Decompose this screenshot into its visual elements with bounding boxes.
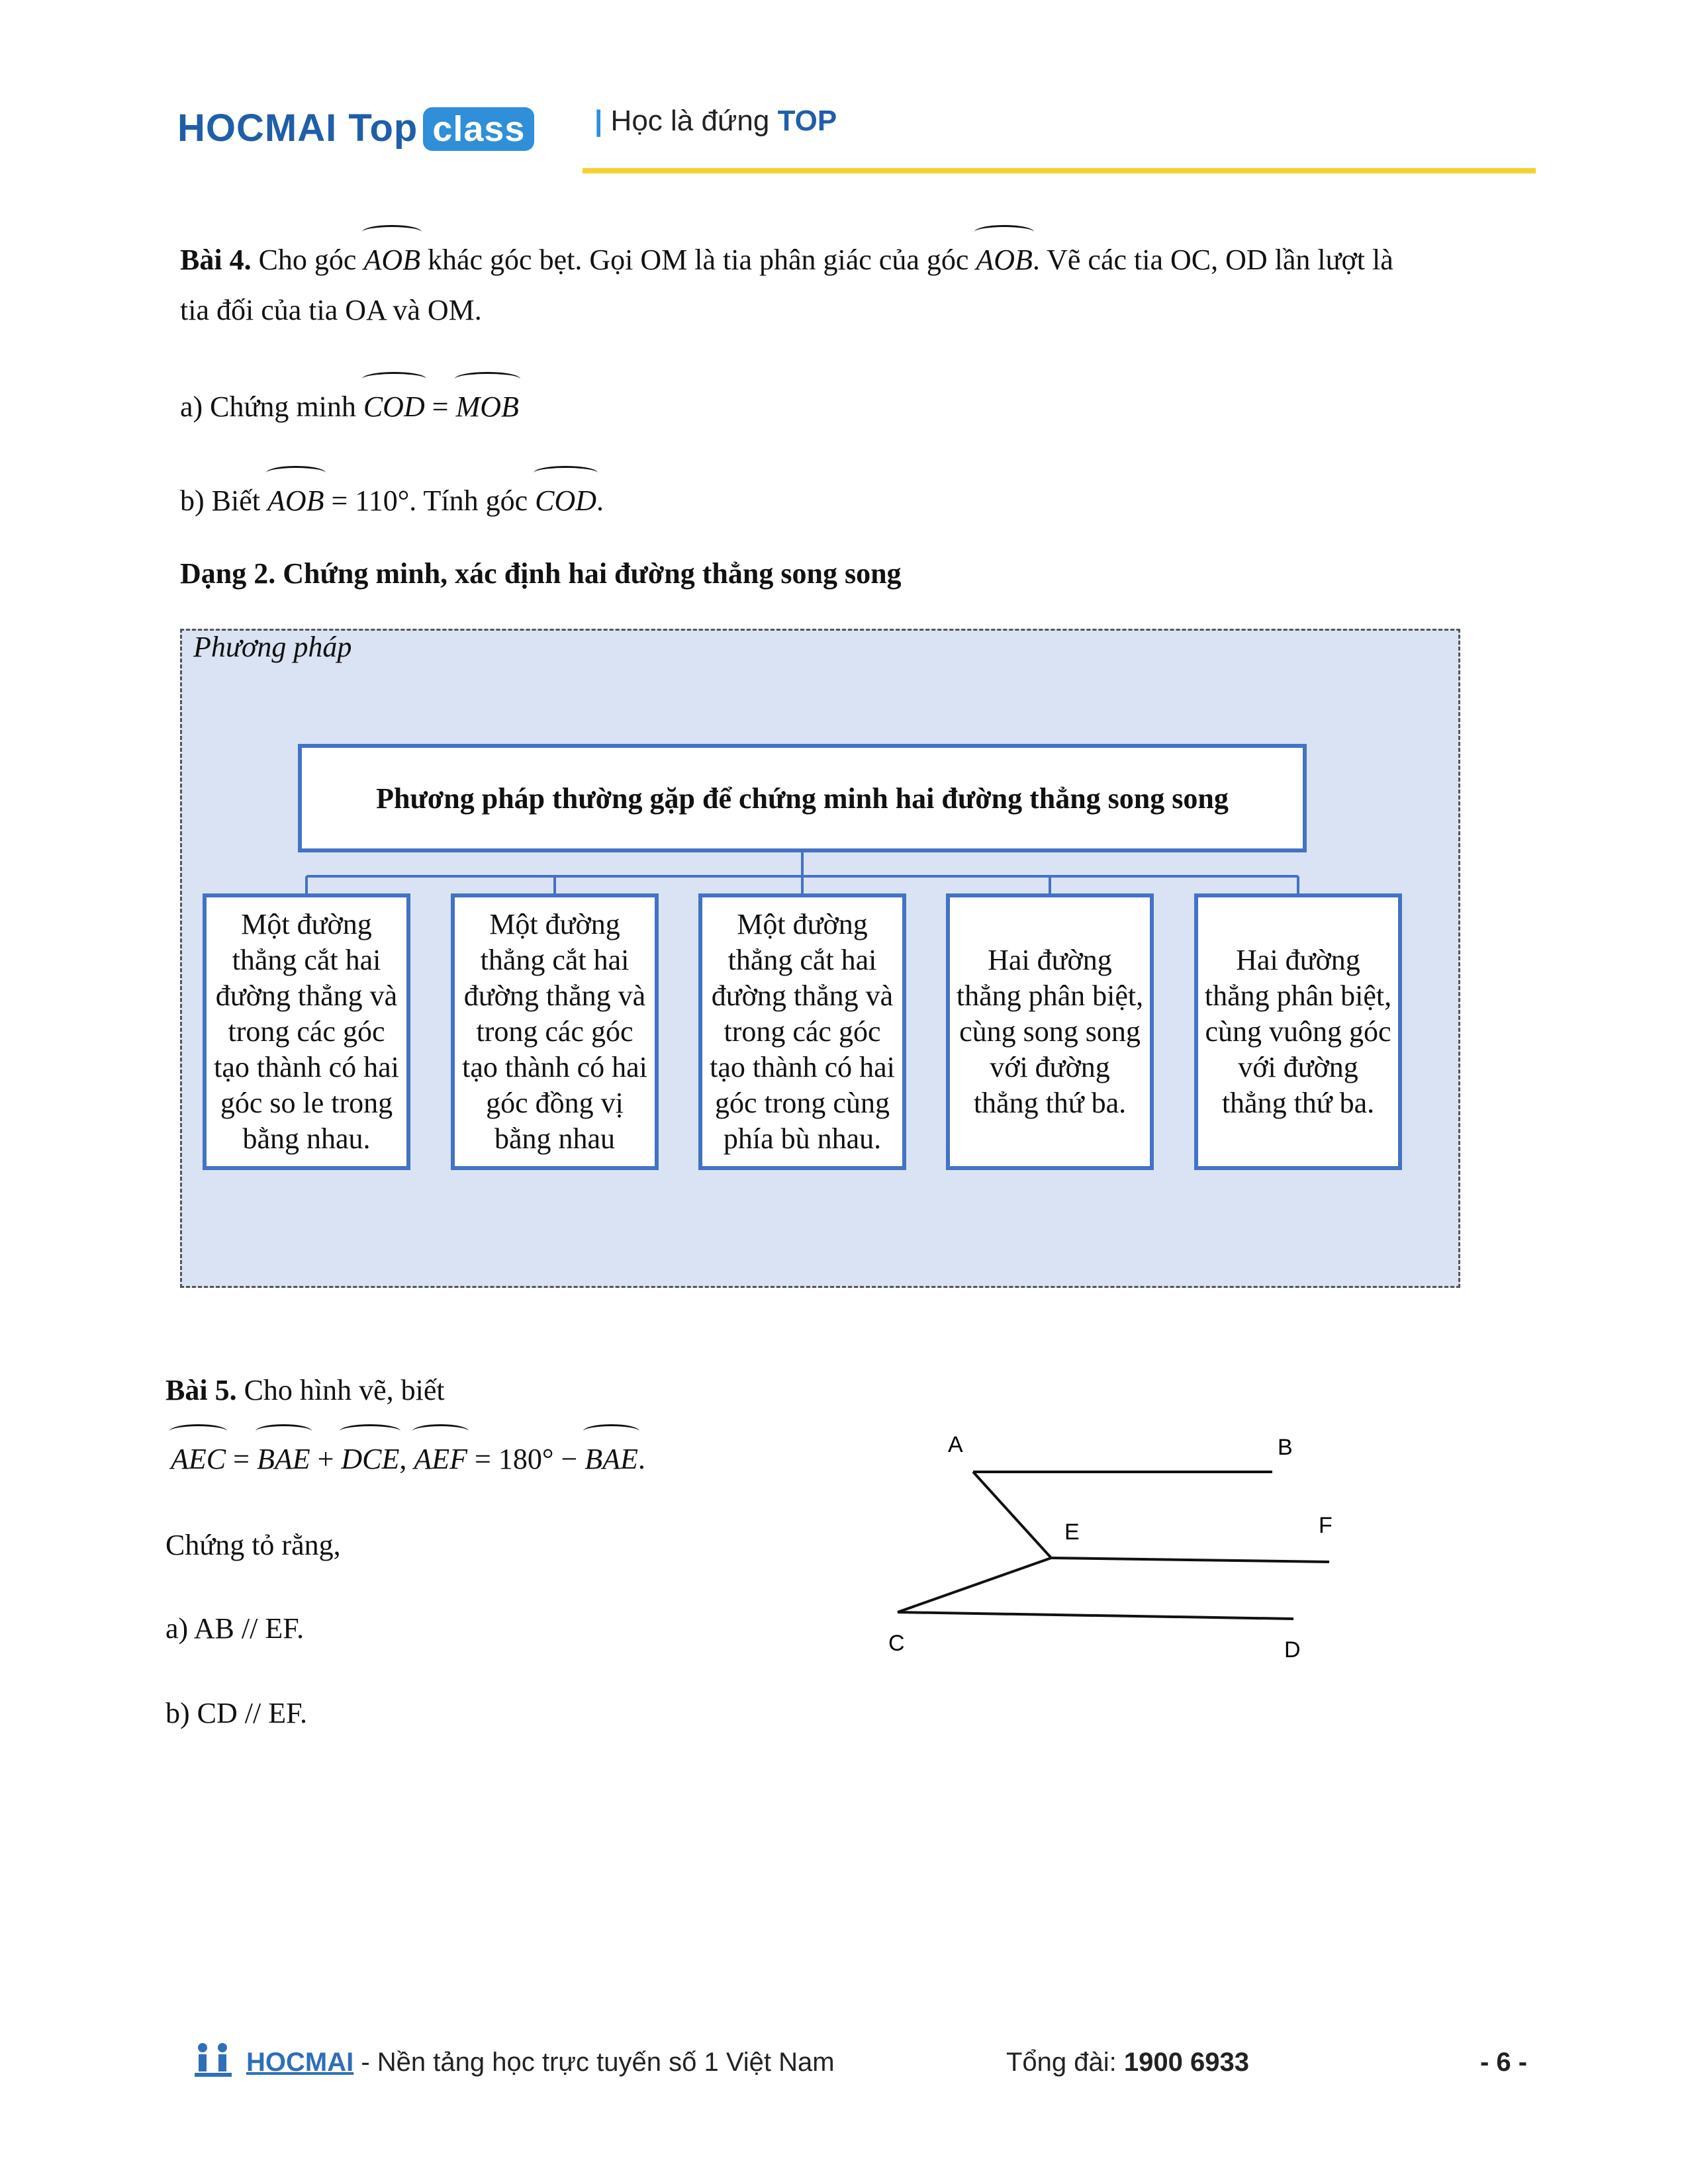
point-a-label: A (948, 1432, 963, 1457)
slogan-text: Học là đứng (610, 105, 778, 137)
period: . (596, 484, 604, 517)
bai5-part-a: a) AB // EF. (165, 1612, 305, 1645)
angle-bae: BAE (257, 1428, 310, 1486)
angle-cod: COD (363, 376, 425, 434)
bai4-title: Bài 4. (180, 244, 252, 276)
method-box-corresponding-angles: Một đường thẳng cắt hai đường thẳng và trong các góc tạo thành có hai góc đồng vị bằng nhau (451, 893, 659, 1170)
point-d-label: D (1284, 1637, 1301, 1662)
bai5-part-b: b) CD // EF. (165, 1697, 308, 1729)
part-a-label: a) Chứng minh (180, 390, 356, 423)
page-number: - 6 - (1480, 2048, 1528, 2077)
hocmai-people-icon (192, 2041, 234, 2082)
bai5-title: Bài 5. (165, 1374, 237, 1406)
period: . (637, 1443, 645, 1475)
method-box-perpendicular-to-third: Hai đường thẳng phân biệt, cùng vuông góc với đường thẳng thứ ba. (1194, 893, 1402, 1170)
angle-value: = 110° (324, 484, 410, 517)
footer-brand-line (246, 2048, 835, 2077)
angle-mob: MOB (456, 376, 519, 434)
method-label: Phương pháp (193, 631, 352, 663)
logo-class: class (423, 107, 534, 151)
footer-hotline (1006, 2048, 1249, 2077)
dang2-heading: Dạng 2. Chứng minh, xác định hai đường thẳng song song (180, 557, 902, 590)
logo-top: Top (348, 107, 418, 150)
bai4-text: khác góc bẹt. Gọi OM là tia phân giác của góc (428, 244, 969, 276)
bai4-text: Cho góc (258, 244, 357, 276)
method-box-co-interior-angles: Một đường thẳng cắt hai đường thẳng và trong các góc tạo thành có hai góc trong cùng phía bù nhau. (698, 893, 906, 1170)
angle-dce: DCE (341, 1428, 399, 1486)
angle-aob: AOB (976, 229, 1033, 287)
slogan-top: TOP (777, 105, 837, 137)
point-e-label: E (1064, 1520, 1080, 1545)
bai5-text: Cho hình vẽ, biết (244, 1374, 445, 1406)
point-f-label: F (1319, 1513, 1333, 1538)
bai4-line2: tia đối của tia OA và OM. (180, 294, 482, 326)
hotline-label: Tổng đài: (1006, 2048, 1124, 2077)
equals-180-minus: = 180° − (467, 1443, 585, 1475)
method-box-parallel-to-third: Hai đường thẳng phân biệt, cùng song song với đường thẳng thứ ba. (946, 893, 1154, 1170)
method-box-alternate-angles: Một đường thẳng cắt hai đường thẳng và trong các góc tạo thành có hai góc so le trong bằng nhau. (203, 893, 410, 1170)
point-b-label: B (1278, 1435, 1293, 1460)
logo-main: HOCMAI (177, 107, 338, 150)
footer-brand: HOCMAI (246, 2048, 354, 2077)
slogan-bar: | (594, 105, 603, 137)
part-b-label: b) Biết (180, 484, 260, 517)
comma: , (399, 1443, 414, 1475)
plus: + (310, 1443, 342, 1475)
bai4-text: . Vẽ các tia OC, OD lần lượt là (1032, 244, 1393, 276)
bai5-prove: Chứng tỏ rằng, (165, 1529, 341, 1561)
footer-tagline: - Nền tảng học trực tuyến số 1 Việt Nam (353, 2048, 835, 2077)
equals: = (226, 1443, 257, 1475)
hotline-number: 1900 6933 (1123, 2048, 1249, 2077)
angle-aef: AEF (414, 1428, 467, 1486)
angle-aec: AEC (171, 1428, 226, 1486)
part-b-text: . Tính góc (409, 484, 528, 517)
angle-aob: AOB (363, 229, 420, 287)
method-top-box: Phương pháp thường gặp để chứng minh hai đường thẳng song song (298, 744, 1307, 852)
angle-bae: BAE (585, 1428, 638, 1486)
angle-aob: AOB (267, 470, 324, 528)
equals: = (424, 390, 456, 423)
point-c-label: C (888, 1631, 905, 1656)
angle-cod: COD (535, 470, 596, 528)
